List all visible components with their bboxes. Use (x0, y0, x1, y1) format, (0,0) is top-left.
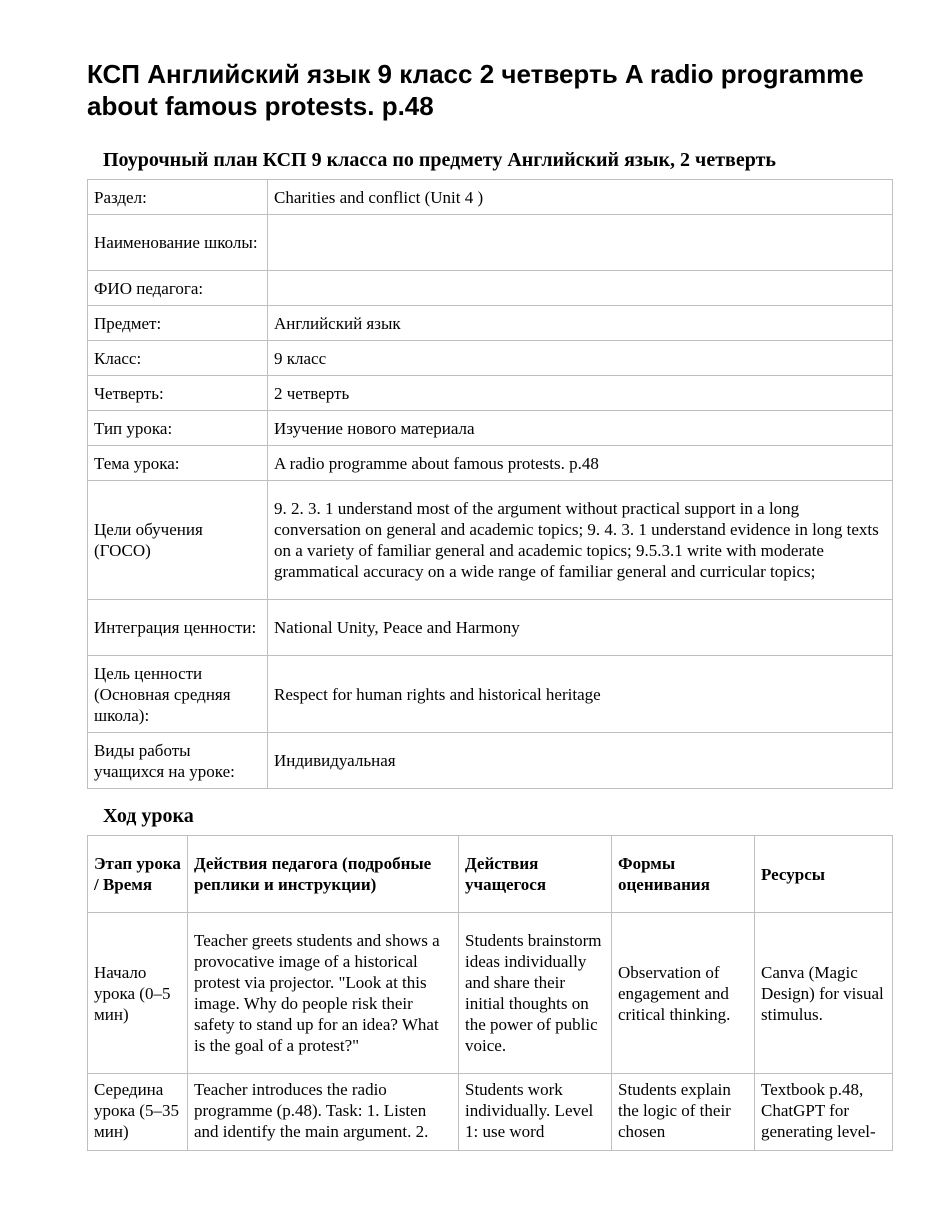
cell-resources: Textbook p.48, ChatGPT for generating level- (755, 1074, 893, 1151)
row-value (268, 215, 893, 271)
row-value: Respect for human rights and historical heritage (268, 656, 893, 733)
lesson-flow-table (87, 835, 893, 1151)
table-row (88, 481, 893, 600)
row-value (268, 271, 893, 306)
row-label: Раздел: (88, 180, 268, 215)
row-label: Предмет: (88, 306, 268, 341)
row-value: Изучение нового материала (268, 411, 893, 446)
table-row (88, 446, 893, 481)
row-label: Класс: (88, 341, 268, 376)
header-assessment: Формы оценивания (612, 836, 755, 913)
table-row (88, 656, 893, 733)
row-value: Charities and conflict (Unit 4 ) (268, 180, 893, 215)
table-header-row (88, 836, 893, 913)
row-value: Индивидуальная (268, 733, 893, 789)
cell-assessment: Observation of engagement and critical thinking. (612, 913, 755, 1074)
table-row (88, 600, 893, 656)
row-label: Тип урока: (88, 411, 268, 446)
row-label: Четверть: (88, 376, 268, 411)
header-student-actions: Действия учащегося (459, 836, 612, 913)
cell-resources: Canva (Magic Design) for visual stimulus. (755, 913, 893, 1074)
row-label: ФИО педагога: (88, 271, 268, 306)
page-bottom-margin (0, 1151, 935, 1210)
row-value: 9. 2. 3. 1 understand most of the argument without practical support in a long conversation on general and academic topics; 9. 4. 3. 1 understand evidence in long texts on a variety of familiar general and academic topics; 9.5.3.1 write with moderate grammatical accuracy on a wide range of familiar general and curricular topics; (268, 481, 893, 600)
plan-heading: Поурочный план КСП 9 класса по предмету Английский язык, 2 четверть (103, 149, 776, 171)
row-label: Виды работы учащихся на уроке: (88, 733, 268, 789)
cell-assessment: Students explain the logic of their chosen (612, 1074, 755, 1151)
row-value: 2 четверть (268, 376, 893, 411)
row-label: Цели обучения (ГОСО) (88, 481, 268, 600)
table-row (88, 180, 893, 215)
header-resources: Ресурсы (755, 836, 893, 913)
table-row (88, 306, 893, 341)
row-label: Тема урока: (88, 446, 268, 481)
flow-heading: Ход урока (103, 805, 194, 827)
header-stage: Этап урока / Время (88, 836, 188, 913)
row-value: A radio programme about famous protests. p.48 (268, 446, 893, 481)
row-value: 9 класс (268, 341, 893, 376)
row-value: Английский язык (268, 306, 893, 341)
table-row (88, 271, 893, 306)
cell-student-actions: Students brainstorm ideas individually and share their initial thoughts on the power of public voice. (459, 913, 612, 1074)
table-row (88, 215, 893, 271)
table-row (88, 913, 893, 1074)
table-row (88, 1074, 893, 1151)
row-value: National Unity, Peace and Harmony (268, 600, 893, 656)
table-row (88, 341, 893, 376)
table-row (88, 411, 893, 446)
row-label: Цель ценности (Основная средняя школа): (88, 656, 268, 733)
table-row (88, 376, 893, 411)
document-title: КСП Английский язык 9 класс 2 четверть A radio programme about famous protests. p.48 (87, 59, 864, 121)
cell-teacher-actions: Teacher greets students and shows a provocative image of a historical protest via projector. "Look at this image. Why do people risk their safety to stand up for an idea? What is the goal of a protest?" (188, 913, 459, 1074)
header-teacher-actions: Действия педагога (подробные реплики и инструкции) (188, 836, 459, 913)
row-label: Интеграция ценности: (88, 600, 268, 656)
cell-stage: Начало урока (0–5 мин) (88, 913, 188, 1074)
cell-teacher-actions: Teacher introduces the radio programme (p.48). Task: 1. Listen and identify the main argument. 2. (188, 1074, 459, 1151)
cell-stage: Середина урока (5–35 мин) (88, 1074, 188, 1151)
row-label: Наименование школы: (88, 215, 268, 271)
lesson-info-table (87, 179, 893, 789)
table-row (88, 733, 893, 789)
cell-student-actions: Students work individually. Level 1: use word (459, 1074, 612, 1151)
